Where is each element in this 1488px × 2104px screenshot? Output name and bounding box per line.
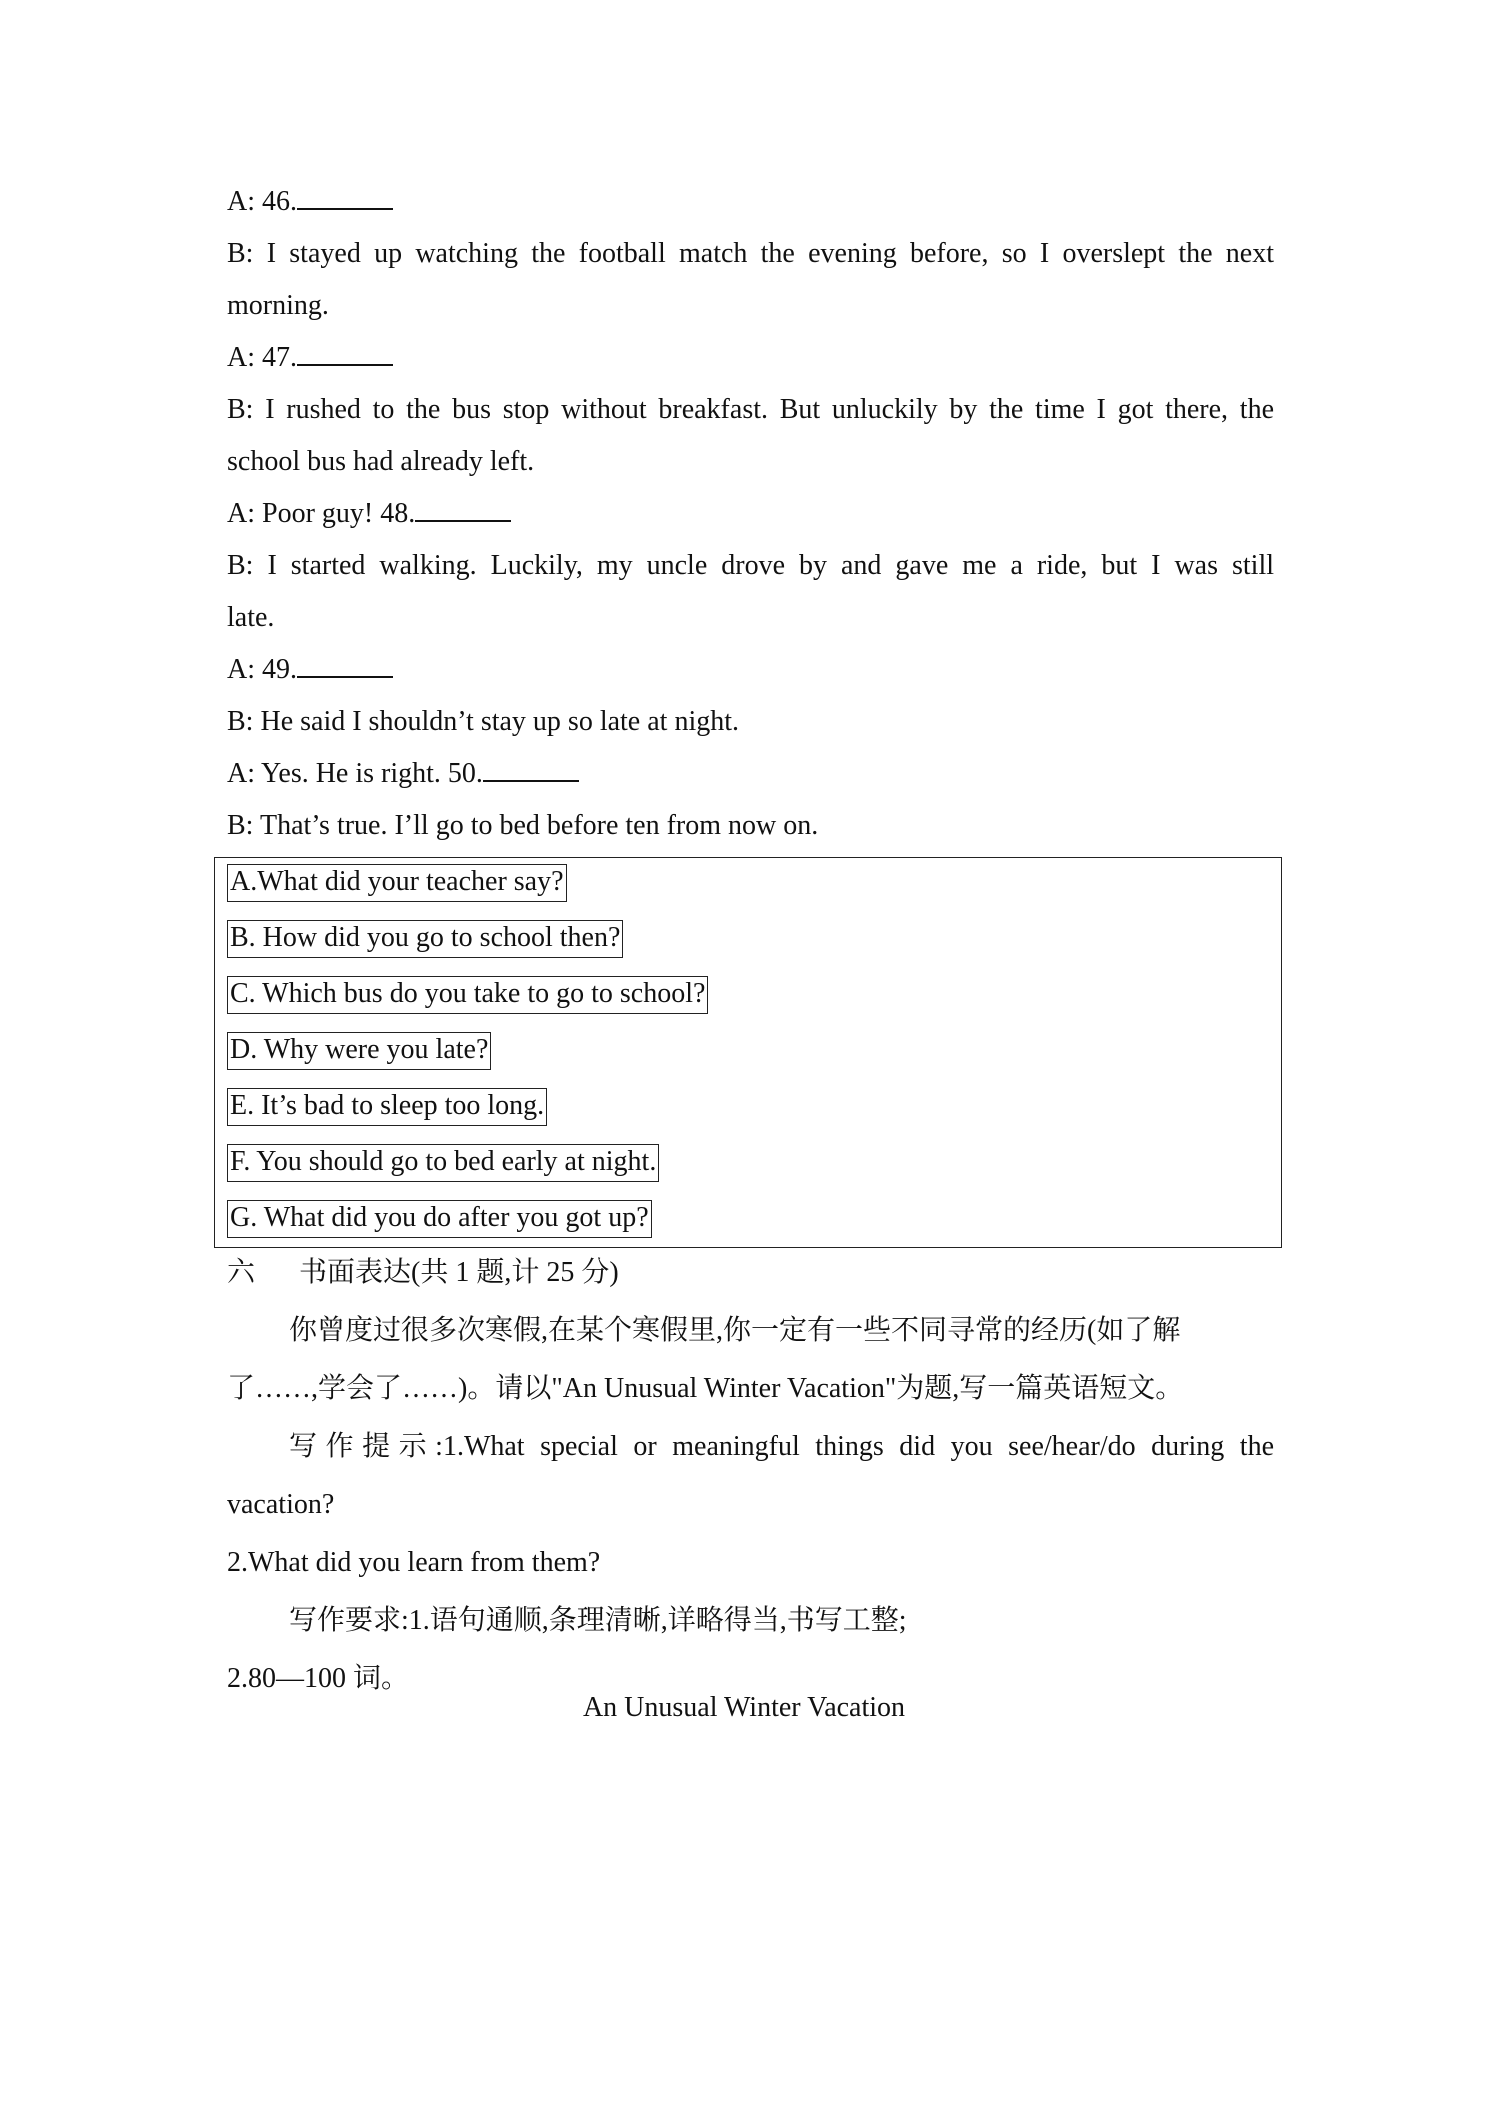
option-a: A.What did your teacher say? xyxy=(227,864,567,902)
answer-blank-46[interactable] xyxy=(297,186,393,210)
speaker-label: B: xyxy=(227,550,254,581)
speaker-label: A: xyxy=(227,758,255,789)
intro-line xyxy=(227,1360,1274,1418)
dialogue-text: That’s true. I’ll go to bed before ten from now on. xyxy=(259,810,819,841)
answer-blank-50[interactable] xyxy=(483,758,579,782)
dialogue-line xyxy=(227,228,1274,280)
section-heading xyxy=(227,1244,1274,1302)
writing-section xyxy=(227,1244,1274,1708)
hint-line xyxy=(227,1534,1274,1592)
hint-line xyxy=(227,1418,1274,1476)
dialogue-line xyxy=(227,696,1274,748)
dialogue-text: Poor guy! 48. xyxy=(262,498,416,529)
dialogue-section xyxy=(227,176,1274,852)
speaker-label: A: xyxy=(227,342,255,373)
dialogue-line xyxy=(227,800,1274,852)
answer-blank-47[interactable] xyxy=(297,342,393,366)
dialogue-line xyxy=(227,280,1274,332)
intro-text: 你曾度过很多次寒假,在某个寒假里,你一定有一些不同寻常的经历(如了解 xyxy=(289,1315,1181,1346)
dialogue-line xyxy=(227,540,1274,592)
dialogue-line-47 xyxy=(227,332,1274,384)
dialogue-text: 49. xyxy=(262,654,297,685)
dialogue-text: 46. xyxy=(262,186,297,217)
option-e: E. It’s bad to sleep too long. xyxy=(227,1088,547,1126)
speaker-label: B: xyxy=(227,394,254,425)
speaker-label: A: xyxy=(227,498,255,529)
essay-title: An Unusual Winter Vacation xyxy=(582,1692,906,1723)
dialogue-line-46 xyxy=(227,176,1274,228)
speaker-label: A: xyxy=(227,186,255,217)
dialogue-text: I rushed to the bus stop without breakfast. But unluckily by the time I got there, the xyxy=(265,394,1274,425)
speaker-label: B: xyxy=(227,706,254,737)
speaker-label: B: xyxy=(227,238,254,269)
dialogue-text: Yes. He is right. 50. xyxy=(260,758,483,789)
option-d: D. Why were you late? xyxy=(227,1032,491,1070)
dialogue-line xyxy=(227,592,1274,644)
dialogue-text: I stayed up watching the football match the evening before, so I overslept the next xyxy=(266,238,1274,269)
intro-line xyxy=(227,1302,1274,1360)
dialogue-text: morning. xyxy=(227,290,329,321)
hint-text: 1.What special or meaningful things did you see/hear/do during the xyxy=(442,1431,1275,1462)
requirement-text: 2.80—100 词。 xyxy=(227,1663,410,1694)
requirement-line xyxy=(227,1592,1274,1650)
option-c: C. Which bus do you take to go to school? xyxy=(227,976,708,1014)
speaker-label: A: xyxy=(227,654,255,685)
dialogue-line-49 xyxy=(227,644,1274,696)
dialogue-line xyxy=(227,384,1274,436)
dialogue-text: I started walking. Luckily, my uncle drove by and gave me a ride, but I was still xyxy=(267,550,1275,581)
dialogue-text: He said I shouldn’t stay up so late at night. xyxy=(260,706,739,737)
section-number: 六 xyxy=(227,1257,256,1288)
options-box xyxy=(214,857,1282,1248)
dialogue-line xyxy=(227,436,1274,488)
hint-text: 2.What did you learn from them? xyxy=(227,1547,601,1578)
hint-line xyxy=(227,1476,1274,1534)
intro-text: 了……,学会了……)。请以"An Unusual Winter Vacation"为题,写一篇英语短文。 xyxy=(227,1373,1184,1404)
answer-blank-49[interactable] xyxy=(297,654,393,678)
dialogue-text: late. xyxy=(227,602,275,633)
hint-text: vacation? xyxy=(227,1489,335,1520)
dialogue-line-50 xyxy=(227,748,1274,800)
dialogue-text: school bus had already left. xyxy=(227,446,535,477)
section-title: 书面表达(共 1 题,计 25 分) xyxy=(299,1257,619,1288)
hint-label: 写作提示: xyxy=(289,1431,443,1462)
option-b: B. How did you go to school then? xyxy=(227,920,623,958)
option-f: F. You should go to bed early at night. xyxy=(227,1144,659,1182)
answer-blank-48[interactable] xyxy=(415,498,511,522)
requirement-text: 写作要求:1.语句通顺,条理清晰,详略得当,书写工整; xyxy=(289,1605,907,1636)
dialogue-text: 47. xyxy=(262,342,297,373)
speaker-label: B: xyxy=(227,810,254,841)
dialogue-line-48 xyxy=(227,488,1274,540)
option-g: G. What did you do after you got up? xyxy=(227,1200,652,1238)
